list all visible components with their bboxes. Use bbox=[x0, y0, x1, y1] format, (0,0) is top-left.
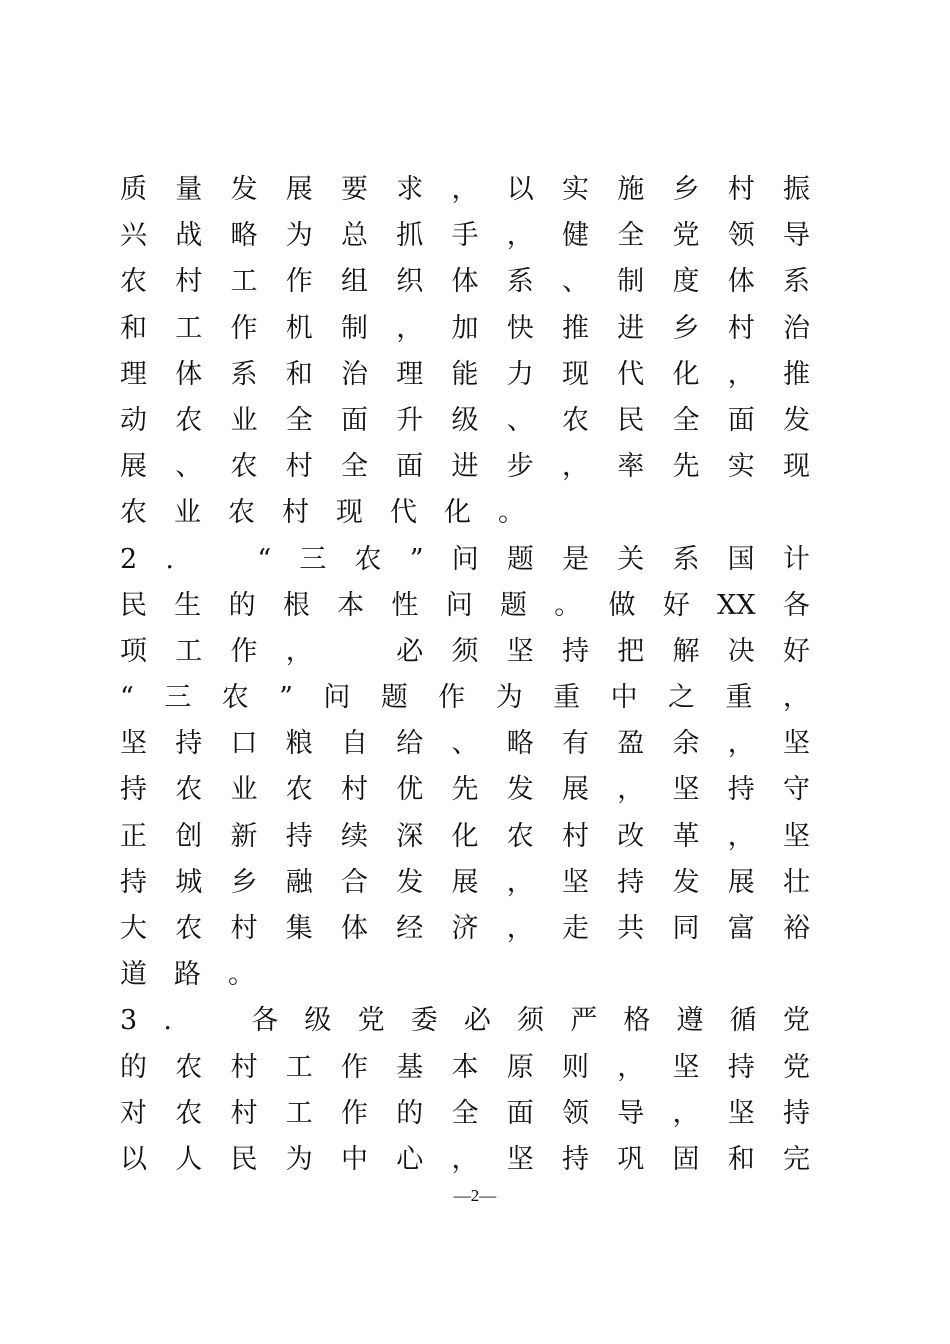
text-line: 坚 持 口 粮 自 给 、 略 有 盈 余 ， 坚 bbox=[120, 728, 810, 760]
text-line: “ 三 农 ” 问 题 作 为 重 中 之 重 ， bbox=[120, 682, 810, 714]
text-line: 农 村 工 作 组 织 体 系 、 制 度 体 系 bbox=[120, 266, 810, 298]
text-line: 以 人 民 为 中 心 ， 坚 持 巩 固 和 完 bbox=[120, 1143, 810, 1175]
text-line: 民 生 的 根 本 性 问 题 。 做 好 XX 各 bbox=[120, 589, 810, 621]
text-line: 的 农 村 工 作 基 本 原 则 ， 坚 持 党 bbox=[120, 1051, 810, 1083]
text-line: 3 . 各 级 党 委 必 须 严 格 遵 循 党 bbox=[120, 1005, 810, 1037]
text-line: 农 业 农 村 现 代 化 。 bbox=[120, 497, 525, 529]
text-line: 理 体 系 和 治 理 能 力 现 代 化 ， 推 bbox=[120, 358, 810, 390]
text-line: 动 农 业 全 面 升 级 、 农 民 全 面 发 bbox=[120, 404, 810, 436]
text-line: 持 城 乡 融 合 发 展 ， 坚 持 发 展 壮 bbox=[120, 866, 810, 898]
text-line: 道 路 。 bbox=[120, 959, 255, 991]
text-line: 兴 战 略 为 总 抓 手 ， 健 全 党 领 导 bbox=[120, 220, 810, 252]
text-line: 对 农 村 工 作 的 全 面 领 导 ， 坚 持 bbox=[120, 1097, 810, 1129]
text-line: 质 量 发 展 要 求 ， 以 实 施 乡 村 振 bbox=[120, 174, 810, 205]
text-line: 和 工 作 机 制 ， 加 快 推 进 乡 村 治 bbox=[120, 312, 810, 344]
body-text bbox=[120, 167, 810, 1183]
text-line: 项 工 作 ， 必 须 坚 持 把 解 决 好 bbox=[120, 635, 810, 667]
text-line: 持 农 业 农 村 优 先 发 展 ， 坚 持 守 bbox=[120, 774, 810, 806]
text-line: 正 创 新 持 续 深 化 农 村 改 革 ， 坚 bbox=[120, 820, 810, 852]
text-line: 大 农 村 集 体 经 济 ， 走 共 同 富 裕 bbox=[120, 913, 810, 944]
page-number: —2— bbox=[453, 1186, 497, 1205]
text-line: 2 . “ 三 农 ” 问 题 是 关 系 国 计 bbox=[120, 543, 810, 575]
text-line: 展 、 农 村 全 面 进 步 ， 率 先 实 现 bbox=[120, 451, 810, 483]
